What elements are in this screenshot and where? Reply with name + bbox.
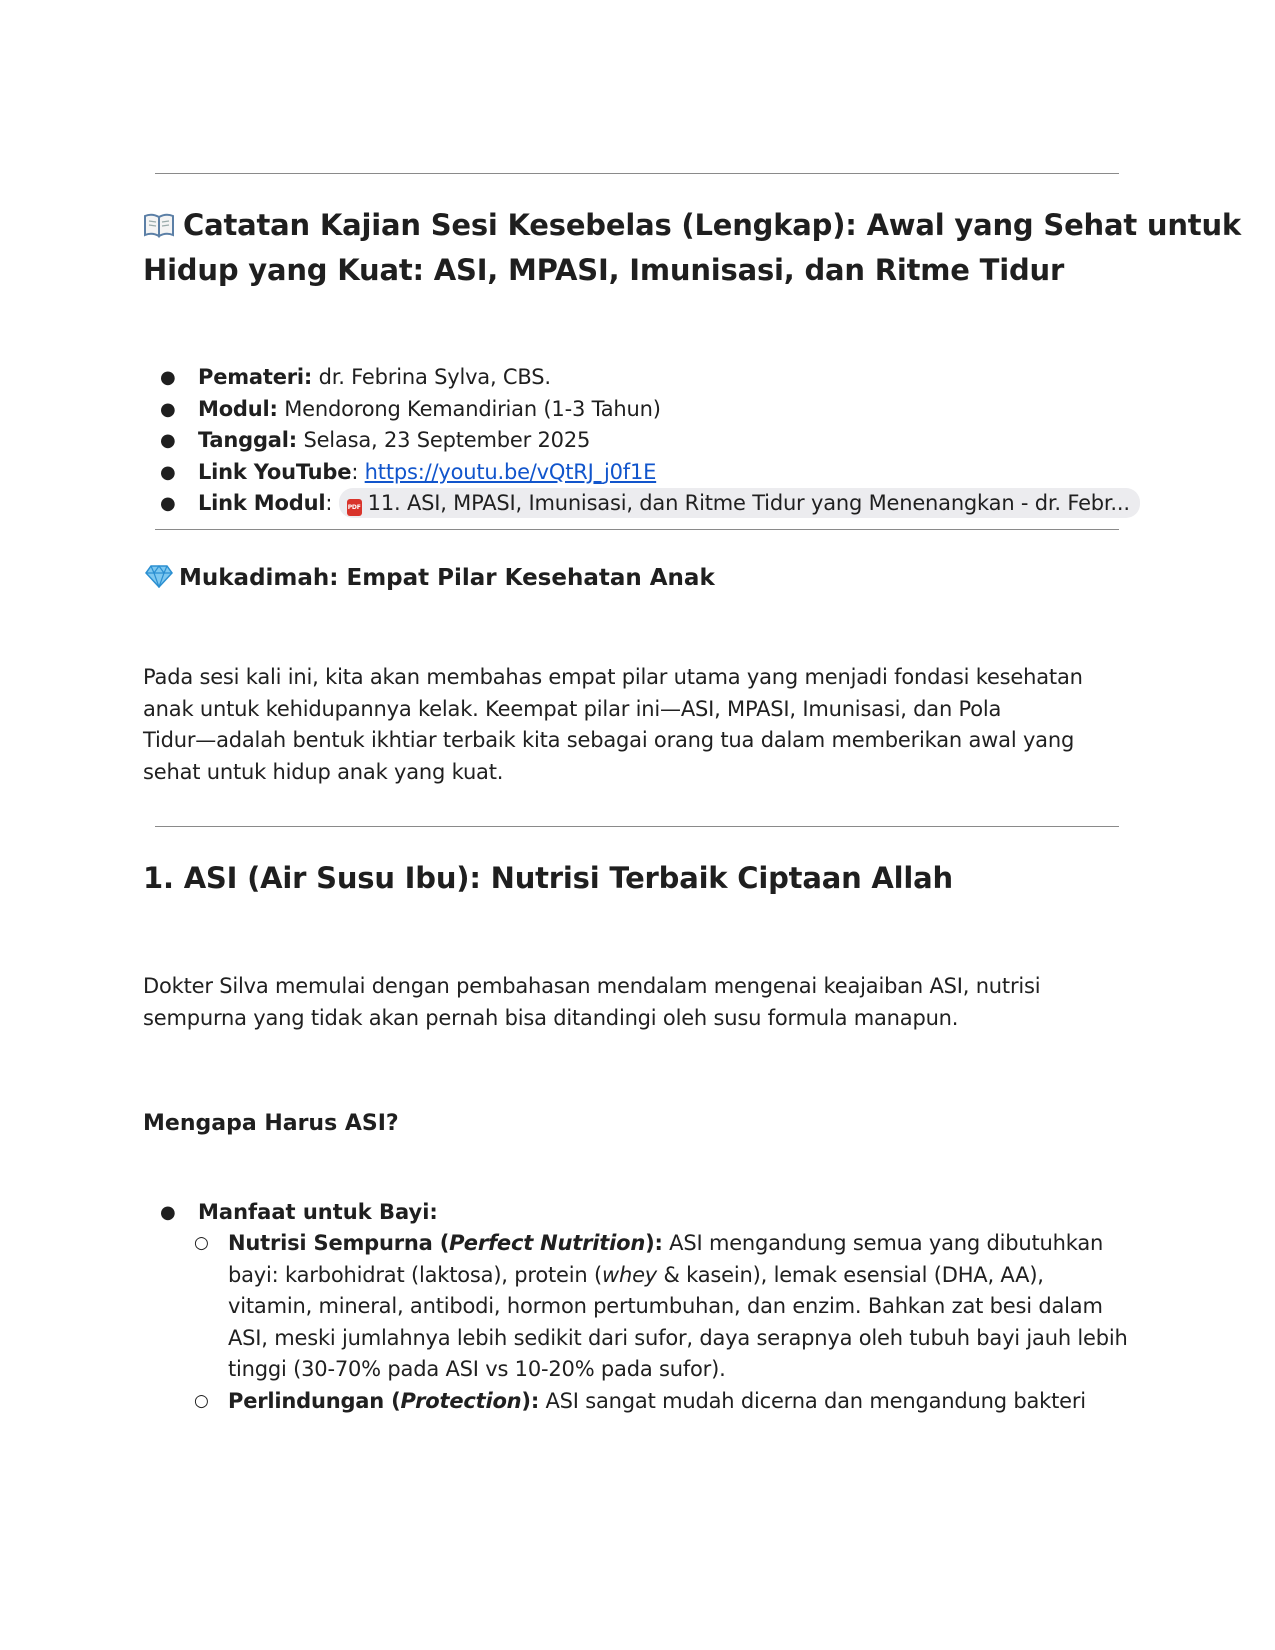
meta-list xyxy=(158,362,1140,520)
sub-item-label-italic: Protection xyxy=(400,1388,522,1413)
sub-item-label: Perlindungan ( xyxy=(228,1388,401,1413)
bullet-icon: ● xyxy=(160,367,176,388)
sub-item-text: ASI mengandung semua yang dibutuhkan xyxy=(662,1231,1104,1255)
file-chip-label: 11. ASI, MPASI, Imunisasi, dan Ritme Tidur yang Menenangkan - dr. Febr... xyxy=(367,491,1130,515)
sub-item-text: & kasein), lemak esensial (DHA, AA), xyxy=(657,1262,1044,1287)
open-book-icon xyxy=(143,207,175,249)
paragraph-line: Tidur—adalah bentuk ikhtiar terbaik kita sebagai orang tua dalam memberikan awal yang xyxy=(143,728,1075,752)
separator: : xyxy=(351,459,365,484)
file-chip[interactable] xyxy=(339,488,1140,518)
pemateri-value: dr. Febrina Sylva, CBS. xyxy=(312,365,551,389)
sub-item-text: vitamin, mineral, antibodi, hormon pertumbuhan, dan enzim. Bahkan zat besi dalam xyxy=(228,1294,1103,1318)
section1-heading: 1. ASI (Air Susu Ibu): Nutrisi Terbaik Ciptaan Allah xyxy=(143,861,953,895)
bullet-icon: ● xyxy=(160,430,176,451)
meta-youtube xyxy=(158,457,1140,489)
meta-tanggal xyxy=(158,425,1140,457)
circle-bullet-icon: ○ xyxy=(194,1390,209,1411)
benefit-list xyxy=(158,1197,438,1229)
mukadimah-heading-text: Mukadimah: Empat Pilar Kesehatan Anak xyxy=(179,565,715,591)
youtube-link[interactable]: https://youtu.be/vQtRJ_j0f1E xyxy=(364,459,657,484)
mukadimah-paragraph xyxy=(143,662,1133,788)
meta-modul xyxy=(158,394,1140,426)
bullet-icon: ● xyxy=(160,1202,176,1223)
paragraph-line: anak untuk kehidupannya kelak. Keempat pilar ini—ASI, MPASI, Imunisasi, dan Pola xyxy=(143,696,1002,721)
sub-item-text: bayi: karbohidrat (laktosa), protein ( xyxy=(228,1262,602,1287)
sub-list-item xyxy=(158,1228,1138,1386)
modul-link-label: Link Modul xyxy=(198,491,326,515)
bullet-icon: ● xyxy=(160,461,176,483)
list-item xyxy=(158,1197,438,1229)
bullet-icon: ● xyxy=(160,398,176,420)
divider xyxy=(155,173,1119,174)
sub-list xyxy=(158,1228,1138,1417)
pemateri-label: Pemateri: xyxy=(198,365,313,389)
gem-icon xyxy=(145,564,173,597)
tanggal-label: Tanggal: xyxy=(198,428,297,452)
meta-pemateri xyxy=(158,362,1140,394)
separator: : xyxy=(325,491,339,515)
bullet-label: Manfaat untuk Bayi: xyxy=(198,1200,438,1224)
mukadimah-heading xyxy=(145,562,715,597)
paragraph-line: Dokter Silva memulai dengan pembahasan mendalam mengenai keajaiban ASI, nutrisi xyxy=(143,974,1041,998)
pdf-icon: PDF xyxy=(347,499,362,516)
sub-item-label: Nutrisi Sempurna ( xyxy=(228,1231,450,1255)
divider xyxy=(155,826,1119,827)
bullet-icon: ● xyxy=(160,493,176,514)
sub-item-italic: whey xyxy=(601,1262,658,1287)
sub-item-label: ): xyxy=(521,1388,540,1413)
tanggal-value: Selasa, 23 September 2025 xyxy=(296,428,591,452)
page-title xyxy=(143,204,1241,291)
divider xyxy=(155,529,1119,530)
section1-intro xyxy=(143,971,1133,1034)
sub-list-item xyxy=(158,1386,1138,1418)
title-line-1: Catatan Kajian Sesi Kesebelas (Lengkap): Awal yang Sehat untuk xyxy=(183,208,1241,242)
section1-subheading: Mengapa Harus ASI? xyxy=(143,1111,399,1136)
title-line-2: Hidup yang Kuat: ASI, MPASI, Imunisasi, dan Ritme Tidur xyxy=(143,253,1065,287)
paragraph-line: Pada sesi kali ini, kita akan membahas empat pilar utama yang menjadi fondasi kesehatan xyxy=(143,665,1083,689)
modul-value: Mendorong Kemandirian (1-3 Tahun) xyxy=(277,396,661,421)
sub-item-text: ASI, meski jumlahnya lebih sedikit dari sufor, daya serapnya oleh tubuh bayi jauh lebih xyxy=(228,1325,1128,1350)
sub-item-text: tinggi (30-70% pada ASI vs 10-20% pada sufor). xyxy=(228,1357,726,1381)
modul-label: Modul: xyxy=(198,396,278,421)
circle-bullet-icon: ○ xyxy=(194,1233,209,1253)
sub-item-label: ): xyxy=(645,1231,663,1255)
youtube-label: Link YouTube xyxy=(198,459,352,484)
sub-item-label-italic: Perfect Nutrition xyxy=(449,1231,646,1255)
sub-item-text: ASI sangat mudah dicerna dan mengandung bakteri xyxy=(539,1388,1086,1413)
paragraph-line: sempurna yang tidak akan pernah bisa ditandingi oleh susu formula manapun. xyxy=(143,1005,959,1030)
meta-modul-link xyxy=(158,488,1140,520)
paragraph-line: sehat untuk hidup anak yang kuat. xyxy=(143,759,504,784)
